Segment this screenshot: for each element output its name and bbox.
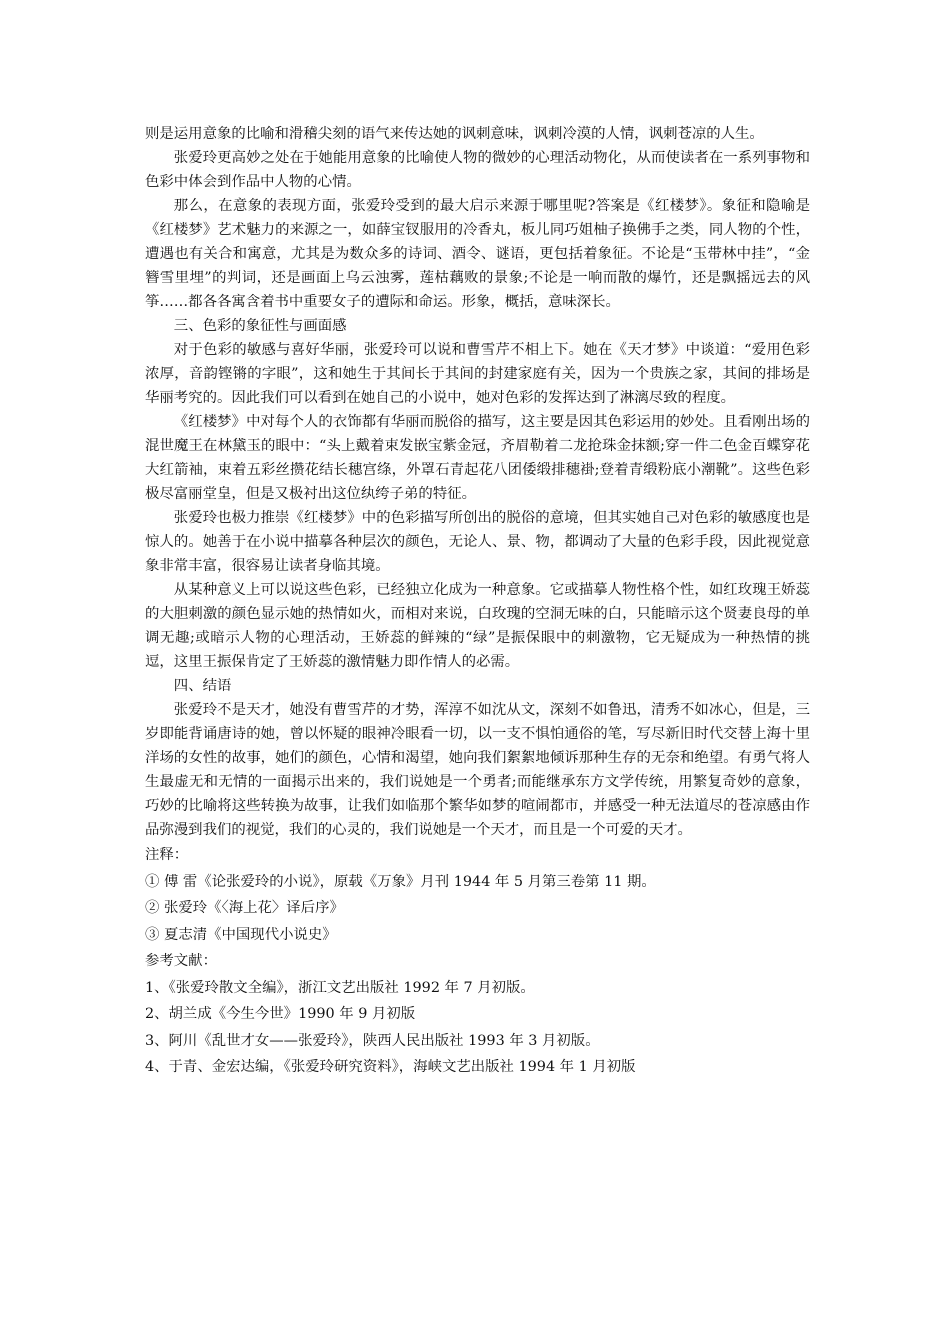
paragraph: 《红楼梦》中对每个人的衣饰都有华丽而脱俗的描写，这主要是因其色彩运用的妙处。且看刚出场的混世魔王在林黛玉的眼中：“头上戴着束发嵌宝紫金冠，齐眉勒着二龙抢珠金抹额;穿一件二色金百蝶穿花大红箭袖，束着五彩丝攒花结长穗宫绦，外罩石青起花八团倭缎排穗褂;登着青缎粉底小潮靴”。这些色彩极尽富丽堂皇，但是又极衬出这位纨绔子弟的特征。: [145, 414, 810, 502]
reference-item: 1、《张爱玲散文全编》，浙江文艺出版社 1992 年 7 月初版。: [145, 979, 535, 996]
document-page: [145, 122, 810, 1081]
section-heading-color: 三、色彩的象征性与画面感: [173, 318, 347, 334]
note-item: ③ 夏志清《中国现代小说史》: [145, 926, 337, 943]
paragraph: 对于色彩的敏感与喜好华丽，张爱玲可以说和曹雪芹不相上下。她在《天才梦》中谈道：“爱用色彩浓厚，音韵铿锵的字眼”，这和她生于其间长于其间的封建家庭有关，因为一个贵族之家，其间的排场是华丽考究的。因此我们可以看到在她自己的小说中，她对色彩的发挥达到了淋漓尽致的程度。: [145, 342, 810, 406]
paragraph: 从某种意义上可以说这些色彩，已经独立化成为一种意象。它或描摹人物性格个性，如红玫瑰王娇蕊的大胆刺激的颜色显示她的热情如火，而相对来说，白玫瑰的空洞无味的白，只能暗示这个贤妻良母的单调无趣;或暗示人物的心理活动，王娇蕊的鲜辣的“绿”是振保眼中的刺激物，它无疑成为一种热情的挑逗，这里王振保肯定了王娇蕊的激情魅力即作情人的必需。: [145, 582, 810, 670]
paragraph: 张爱玲也极力推崇《红楼梦》中的色彩描写所创出的脱俗的意境，但其实她自己对色彩的敏感度也是惊人的。她善于在小说中描摹各种层次的颜色，无论人、景、物，都调动了大量的色彩手段，因此视觉意象非常丰富，很容易让读者身临其境。: [145, 510, 810, 574]
reference-item: 2、胡兰成《今生今世》1990 年 9 月初版: [145, 1006, 416, 1022]
note-item: ② 张爱玲《〈海上花〉译后序》: [145, 900, 344, 916]
notes-heading: 注释：: [145, 847, 189, 863]
paragraph: 张爱玲不是天才，她没有曹雪芹的才势，浑淳不如沈从文，深刻不如鲁迅，清秀不如冰心，但是，三岁即能背诵唐诗的她，曾以怀疑的眼神冷眼看一切，以一支不惧怕通俗的笔，写尽新旧时代交替上海十里洋场的女性的故事，她们的颜色，心情和渴望，她向我们絮絮地倾诉那种生存的无奈和绝望。有勇气将人生最虚无和无情的一面揭示出来的，我们说她是一个勇者;而能继承东方文学传统，用繁复奇妙的意象，巧妙的比喻将这些转换为故事，让我们如临那个繁华如梦的喧闹都市，并感受一种无法道尽的苍凉感由作品弥漫到我们的视觉，我们的心灵的，我们说她是一个天才，而且是一个可爱的天才。: [145, 702, 810, 838]
paragraph-continuation: 则是运用意象的比喻和滑稽尖刻的语气来传达她的讽刺意味，讽刺冷漠的人情，讽刺苍凉的人生。: [145, 126, 764, 142]
note-item: ① 傅 雷《论张爱玲的小说》，原载《万象》月刊 1944 年 5 月第三卷第 11 期。: [145, 873, 656, 890]
reference-item: 4、于青、金宏达编，《张爱玲研究资料》，海峡文艺出版社 1994 年 1 月初版: [145, 1059, 636, 1075]
paragraph: 张爱玲更高妙之处在于她能用意象的比喻使人物的微妙的心理活动物化，从而使读者在一系列事物和色彩中体会到作品中人物的心情。: [145, 150, 810, 190]
paragraph: 那么，在意象的表现方面，张爱玲受到的最大启示来源于哪里呢?答案是《红楼梦》。象征和隐喻是《红楼梦》艺术魅力的来源之一，如薛宝钗服用的冷香丸，板儿同巧姐柚子换佛手之类，同人物的个性，遭遇也有关合和寓意，尤其是为数众多的诗词、酒令、谜语，更包括着象征。不论是“玉带林中挂”，“金簪雪里埋”的判词，还是画面上乌云浊雾，莲枯藕败的景象;不论是一响而散的爆竹，还是飘摇远去的风筝……都各各寓含着书中重要女子的遭际和命运。形象，概括，意味深长。: [145, 198, 810, 310]
references-heading: 参考文献：: [145, 953, 217, 969]
section-heading-conclusion: 四、结语: [173, 678, 232, 694]
reference-item: 3、阿川《乱世才女——张爱玲》，陕西人民出版社 1993 年 3 月初版。: [145, 1032, 600, 1049]
